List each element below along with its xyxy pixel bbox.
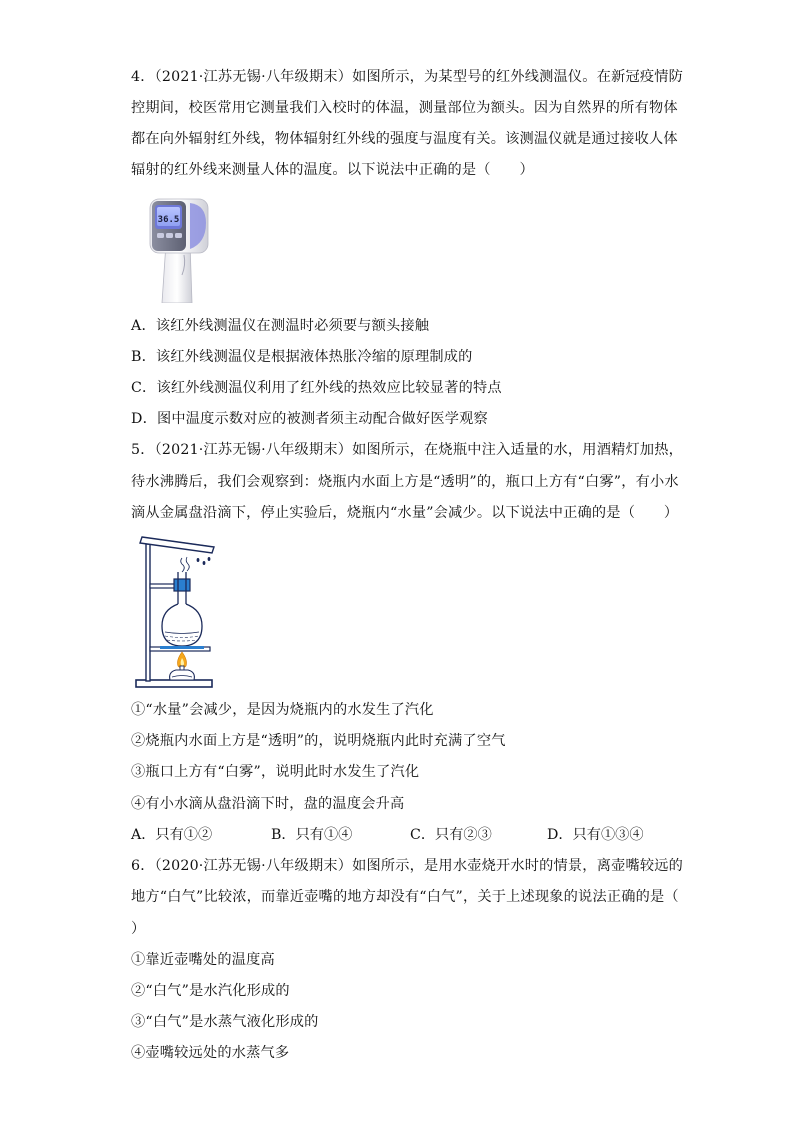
q4-option-b: B．该红外线测温仪是根据液体热胀冷缩的原理制成的: [131, 349, 473, 365]
q5-options-row: [131, 825, 671, 845]
q5-option-d: D．只有①③④: [547, 827, 644, 843]
q5-stem-line-3: 滴从金属盘沿滴下，停止实验后，烧瓶内“水量”会减少。以下说法中正确的是（ ）: [131, 505, 679, 521]
q4-option-d: D．图中温度示数对应的被测者须主动配合做好医学观察: [131, 411, 488, 427]
q6-stem-line-1: 6．（2020·江苏无锡·八年级期末）如图所示，是用水壶烧开水时的情景，离壶嘴较远的: [131, 858, 684, 874]
q5-statement-4: ④有小水滴从盘沿滴下时，盘的温度会升高: [131, 796, 405, 812]
q5-statement-3: ③瓶口上方有“白雾”，说明此时水发生了汽化: [131, 764, 420, 780]
q4-stem-line-3: 都在向外辐射红外线，物体辐射红外线的强度与温度有关。该测温仪就是通过接收人体: [131, 131, 678, 147]
q6-statement-2: ②“白气”是水汽化形成的: [131, 983, 290, 999]
q4-option-a: A．该红外线测温仪在测温时必须要与额头接触: [131, 318, 430, 334]
q4-stem-line-1: 4．（2021·江苏无锡·八年级期末）如图所示，为某型号的红外线测温仪。在新冠疫情防: [131, 69, 684, 85]
q5-stem-line-2: 待水沸腾后，我们会观察到：烧瓶内水面上方是“透明”的，瓶口上方有“白雾”，有小水: [131, 474, 679, 490]
q5-statement-1: ①“水量”会减少，是因为烧瓶内的水发生了汽化: [131, 702, 434, 718]
flask-heating-apparatus-icon: [134, 532, 222, 690]
q4-option-c: C．该红外线测温仪利用了红外线的热效应比较显著的特点: [131, 380, 502, 396]
q6-statement-1: ①靠近壶嘴处的温度高: [131, 952, 275, 968]
q6-stem-line-3: ）: [131, 921, 146, 937]
q5-option-c: C．只有②③: [410, 827, 492, 843]
q5-option-a: A．只有①②: [131, 827, 213, 843]
q6-stem-line-2: 地方“白气”比较浓，而靠近壶嘴的地方却没有“白气”，关于上述现象的说法正确的是（: [131, 889, 679, 905]
q6-statement-3: ③“白气”是水蒸气液化形成的: [131, 1014, 319, 1030]
q5-statement-2: ②烧瓶内水面上方是“透明”的，说明烧瓶内此时充满了空气: [131, 733, 506, 749]
thermometer-display-reading: 36.5: [157, 215, 180, 225]
q5-stem-line-1: 5．（2021·江苏无锡·八年级期末）如图所示，在烧瓶中注入适量的水，用酒精灯加热，: [131, 442, 684, 458]
infrared-thermometer-icon: [146, 193, 212, 303]
q5-option-b: B．只有①④: [271, 827, 353, 843]
q6-statement-4: ④壶嘴较远处的水蒸气多: [131, 1045, 290, 1061]
q4-stem-line-2: 控期间，校医常用它测量我们入校时的体温，测量部位为额头。因为自然界的所有物体: [131, 100, 678, 116]
q4-stem-line-4: 辐射的红外线来测量人体的温度。以下说法中正确的是（ ）: [131, 162, 534, 178]
